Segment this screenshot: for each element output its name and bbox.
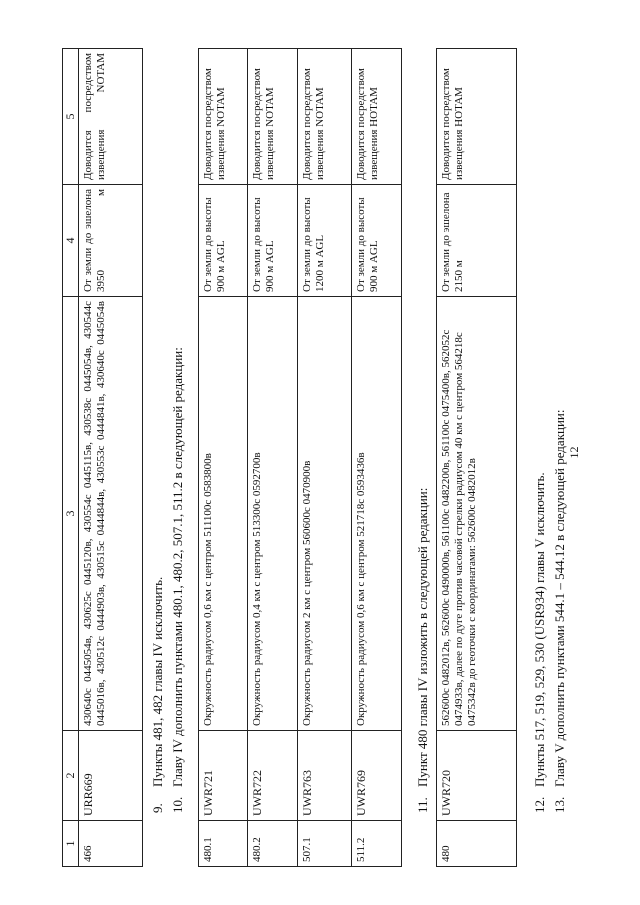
zone-code: URR669	[79, 731, 143, 821]
item-11	[415, 488, 431, 813]
zone-code: UWR721	[199, 731, 248, 821]
table-row	[298, 49, 352, 867]
item-number: 11.	[415, 797, 430, 813]
table-additions	[198, 48, 402, 867]
zone-code: UWR720	[437, 731, 517, 821]
zone-code: UWR763	[298, 731, 352, 821]
table-466	[62, 48, 143, 867]
zone-coordinates: Окружность радиусом 0,6 км с центром 521718с 0593436в	[352, 297, 402, 731]
zone-coordinates: 562600с 0482012в, 562600с 0490000в, 561100с 0482200в, 561100с 0475400в, 562052с 0474933в, далее по дуге против часовой стрелки радиусом 40 км с центром 564218с 0475342в до геоточки с координатами: 562600с 0482012в	[437, 297, 517, 731]
row-number: 507.1	[298, 821, 352, 867]
zone-height: От земли до высоты 900 м AGL	[199, 185, 248, 297]
table-header-row	[63, 49, 79, 867]
row-number: 466	[79, 821, 143, 867]
zone-notam: Доводится посредством извещения NOTAM	[298, 49, 352, 185]
zone-coordinates: Окружность радиусом 0,6 км с центром 511100с 0583800в	[199, 297, 248, 731]
item-text: Пункт 480 главы IV изложить в следующей редакции:	[415, 487, 430, 787]
item-number: 10.	[170, 796, 185, 813]
zone-notam: Доводится посредством извещения НОТАМ	[352, 49, 402, 185]
row-number: 480.2	[248, 821, 298, 867]
zone-height: От земли до высоты 900 м AGL	[248, 185, 298, 297]
item-text: Пункты 481, 482 главы IV исключить.	[150, 576, 165, 787]
row-number: 480	[437, 821, 517, 867]
zone-coordinates: 430640с 0445054в, 430625с 0445120в, 430554с 0445115в, 430538с 0445054в, 430544с 0445016в, 430512с 0444903в, 430515с 0444844в, 430553с 0444841в, 430640с 0445054в	[79, 297, 143, 731]
row-number: 511.2	[352, 821, 402, 867]
zone-notam: Доводится посредством извещения NOTAM	[199, 49, 248, 185]
row-number: 480.1	[199, 821, 248, 867]
table-row	[352, 49, 402, 867]
table-row	[199, 49, 248, 867]
table-row	[437, 49, 517, 867]
table-row	[248, 49, 298, 867]
zone-notam: Доводится посредством извещения НОТАМ	[437, 49, 517, 185]
zone-height: От земли до эшелона 3950 м	[79, 185, 143, 297]
item-9	[150, 577, 166, 813]
zone-coordinates: Окружность радиусом 0,4 км с центром 513300с 0592700в	[248, 297, 298, 731]
table-row	[79, 49, 143, 867]
zone-notam: Доводится посредством извещения NOTAM	[248, 49, 298, 185]
col-header-2: 2	[63, 731, 79, 821]
item-number: 9.	[150, 803, 165, 813]
zone-coordinates: Окружность радиусом 2 км с центром 560600с 0470900в	[298, 297, 352, 731]
zone-height: От земли до высоты 1200 м AGL	[298, 185, 352, 297]
item-text: Пункты 517, 519, 529, 530 (USR934) главы V исключить.	[532, 472, 547, 787]
item-text: Главу V дополнить пунктами 544.1 – 544.12 в следующей редакции:	[552, 409, 567, 787]
zone-notam: Доводится посредством извещения NOTAM	[79, 49, 143, 185]
item-number: 13.	[552, 796, 567, 813]
zone-code: UWR722	[248, 731, 298, 821]
item-number: 12.	[532, 796, 547, 813]
col-header-3: 3	[63, 297, 79, 731]
col-header-1: 1	[63, 821, 79, 867]
zone-height: От земли до эшелона 2150 м	[437, 185, 517, 297]
col-header-4: 4	[63, 185, 79, 297]
item-12	[532, 472, 548, 813]
item-10	[170, 347, 186, 813]
zone-code: UWR769	[352, 731, 402, 821]
item-text: Главу IV дополнить пунктами 480.1, 480.2, 507.1, 511.2 в следующей редакции:	[170, 347, 185, 787]
zone-height: От земли до высоты 900 м AGL	[352, 185, 402, 297]
page-number: 12	[567, 446, 581, 459]
col-header-5: 5	[63, 49, 79, 185]
item-13	[552, 410, 568, 814]
table-replacement	[436, 48, 517, 867]
